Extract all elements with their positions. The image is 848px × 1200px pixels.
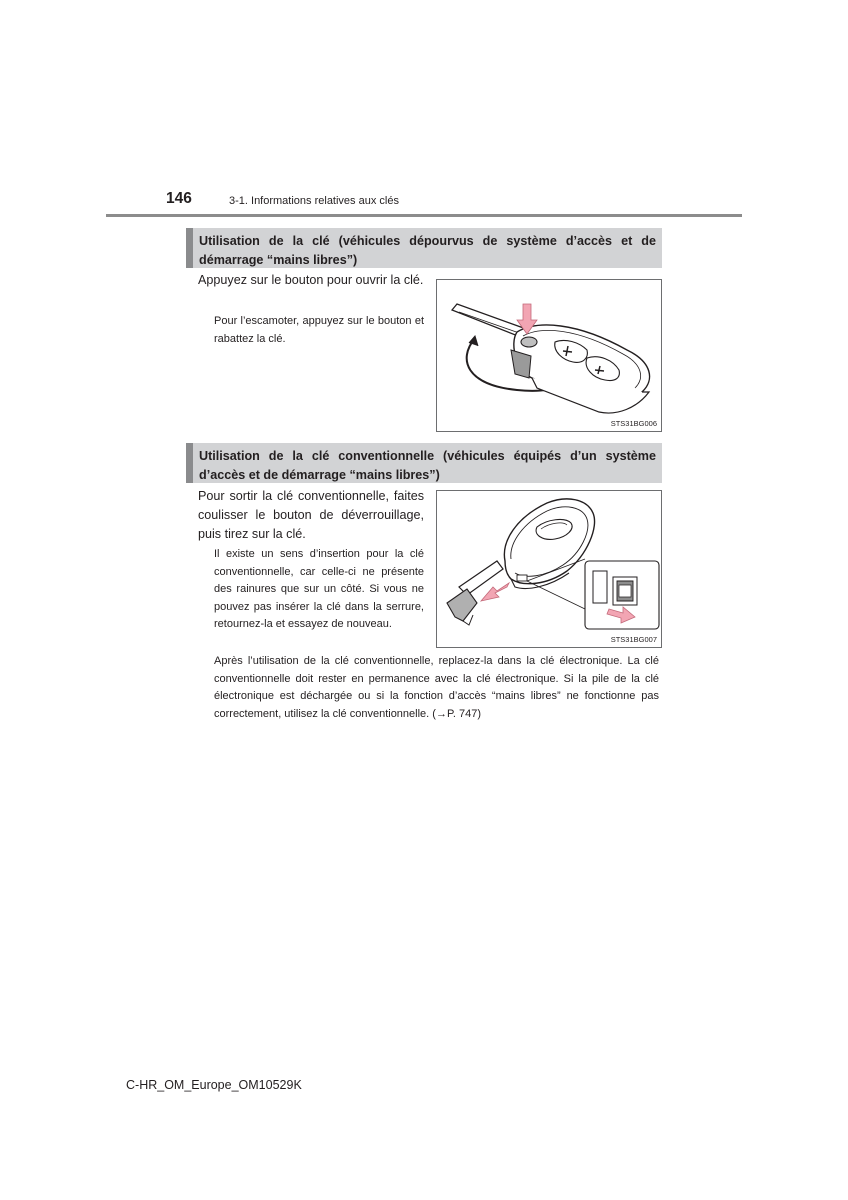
page-number: 146 — [166, 190, 192, 207]
section-2-heading: Utilisation de la clé conventionnelle (véhicules équipés d’un système d’accès et de démarrage “mains libres”) — [186, 443, 662, 483]
section-1-note: Pour l’escamoter, appuyez sur le bouton et rabattez la clé. — [214, 315, 424, 345]
section-2-note: Il existe un sens d’insertion pour la clé conventionnelle, car celle-ci ne présente des rainures que sur un côté. Si vous ne pouvez pas insérer la clé dans la serrure, retournez-la et essayez de nouveau. — [214, 548, 424, 630]
figure-key-open — [436, 279, 662, 432]
mechanical-key-illustration — [437, 491, 663, 649]
figure-code-2: STS31BG007 — [610, 635, 657, 644]
document-code: C-HR_OM_Europe_OM10529K — [126, 1078, 302, 1092]
flip-key-illustration — [437, 280, 663, 433]
section-1-heading: Utilisation de la clé (véhicules dépourvus de système d’accès et de démarrage “mains libres”) — [186, 228, 662, 268]
breadcrumb: 3-1. Informations relatives aux clés — [229, 195, 399, 207]
figure-code-1: STS31BG006 — [610, 419, 657, 428]
figure-mechanical-key — [436, 490, 662, 648]
section-2-after-note: Après l’utilisation de la clé conventionnelle, replacez-la dans la clé électronique. La clé conventionnelle doit rester en permanence avec la clé électronique. Si la pile de la clé électronique est déchargée ou si la fonction d’accès “mains libres” ne fonctionne pas correctement, utilisez la clé conventionnelle. (→P. 747) — [214, 655, 659, 720]
section-2-main-text: Pour sortir la clé conventionnelle, faites coulisser le bouton de déverrouillage, puis tirez sur la clé. — [198, 489, 424, 541]
header-divider — [106, 214, 742, 217]
section-1-main-text: Appuyez sur le bouton pour ouvrir la clé. — [198, 273, 424, 287]
